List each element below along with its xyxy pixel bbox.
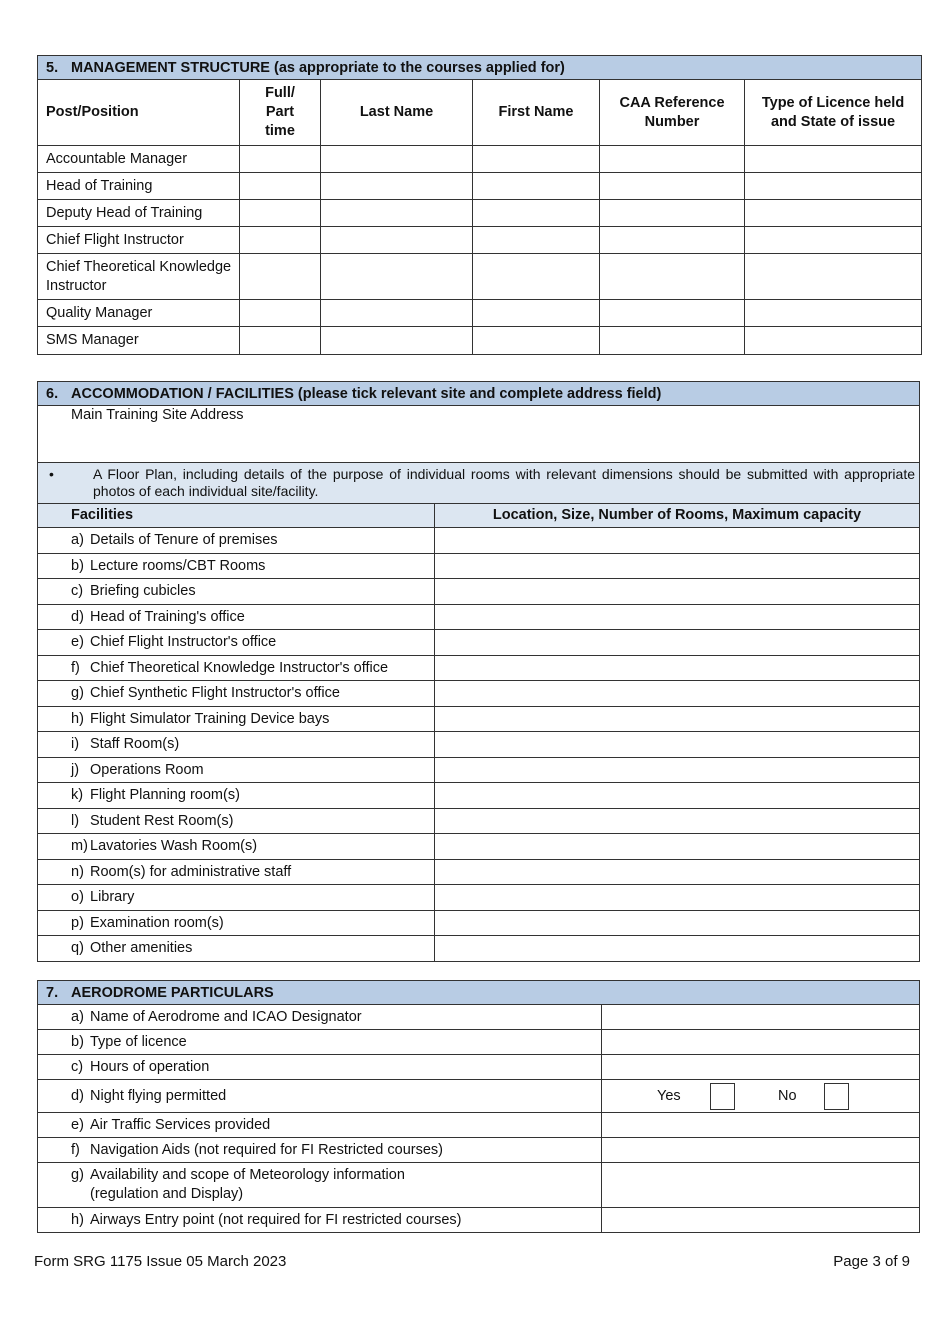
- facility-location-input[interactable]: [435, 528, 920, 554]
- item-text: Details of Tenure of premises: [90, 532, 278, 549]
- facility-label: [38, 910, 435, 936]
- item-text: Lavatories Wash Room(s): [90, 838, 258, 855]
- item-letter: o): [71, 889, 84, 906]
- aerodrome-label: [38, 1163, 602, 1208]
- post-position-label: Head of Training: [38, 173, 240, 200]
- aerodrome-label: [38, 1113, 602, 1138]
- facility-label: [38, 834, 435, 860]
- aerodrome-row: [38, 1005, 920, 1030]
- caa-reference-input[interactable]: [600, 327, 745, 355]
- no-checkbox[interactable]: [824, 1083, 849, 1110]
- post-position-label: Accountable Manager: [38, 146, 240, 173]
- item-text: Briefing cubicles: [90, 583, 196, 600]
- post-position-label: Quality Manager: [38, 300, 240, 327]
- facility-row: [38, 732, 920, 758]
- item-text: Navigation Aids (not required for FI Restricted courses): [90, 1141, 443, 1158]
- bullet-icon: •: [49, 466, 54, 482]
- licence-type-input[interactable]: [745, 200, 922, 227]
- col-licence-type: Type of Licence held and State of issue: [745, 80, 922, 146]
- table-row: [38, 254, 922, 300]
- aerodrome-row: [38, 1113, 920, 1138]
- col-full-part-time: Full/ Part time: [240, 80, 321, 146]
- aerodrome-label: [38, 1030, 602, 1055]
- item-text: Type of licence: [90, 1033, 187, 1050]
- item-text: Flight Planning room(s): [90, 787, 240, 804]
- section-title: ACCOMMODATION / FACILITIES (please tick relevant site and complete address field): [71, 385, 662, 402]
- facility-location-input[interactable]: [435, 630, 920, 656]
- item-letter: c): [71, 1058, 84, 1075]
- aerodrome-label: [38, 1005, 602, 1030]
- floor-plan-note: [38, 463, 920, 504]
- facility-label: [38, 706, 435, 732]
- item-text: Airways Entry point (not required for FI restricted courses): [90, 1211, 462, 1228]
- last-name-input[interactable]: [321, 227, 473, 254]
- table-row: [38, 327, 922, 355]
- full-part-time-input[interactable]: [240, 146, 321, 173]
- caa-reference-input[interactable]: [600, 200, 745, 227]
- section-number: 6.: [46, 385, 59, 402]
- item-letter: f): [71, 659, 80, 676]
- facility-label: [38, 885, 435, 911]
- caa-reference-input[interactable]: [600, 227, 745, 254]
- item-letter: b): [71, 557, 84, 574]
- item-text: Availability and scope of Meteorology information: [90, 1167, 405, 1183]
- item-letter: m): [71, 838, 88, 855]
- facility-label: [38, 553, 435, 579]
- item-text: Other amenities: [90, 940, 193, 957]
- item-text: Night flying permitted: [90, 1087, 227, 1104]
- licence-type-input[interactable]: [745, 327, 922, 355]
- section-title: AERODROME PARTICULARS: [71, 984, 274, 1001]
- facility-location-input[interactable]: [435, 783, 920, 809]
- licence-type-input[interactable]: [745, 173, 922, 200]
- facility-row: [38, 655, 920, 681]
- item-letter: h): [71, 1211, 84, 1228]
- col-caa-reference: CAA Reference Number: [600, 80, 745, 146]
- item-letter: b): [71, 1033, 84, 1050]
- item-letter: e): [71, 634, 84, 651]
- first-name-input[interactable]: [473, 227, 600, 254]
- facility-label: [38, 808, 435, 834]
- item-text: Chief Flight Instructor's office: [90, 634, 277, 651]
- caa-reference-input[interactable]: [600, 300, 745, 327]
- col-first-name: First Name: [473, 80, 600, 146]
- aerodrome-row: [38, 1080, 920, 1113]
- item-letter: e): [71, 1116, 84, 1133]
- caa-reference-input[interactable]: [600, 173, 745, 200]
- last-name-input[interactable]: [321, 146, 473, 173]
- item-text: Flight Simulator Training Device bays: [90, 710, 330, 727]
- facility-label: [38, 859, 435, 885]
- aerodrome-value-input[interactable]: [602, 1163, 920, 1208]
- yes-label: Yes: [657, 1087, 681, 1104]
- aerodrome-label: [38, 1080, 602, 1113]
- caa-reference-input[interactable]: [600, 146, 745, 173]
- item-text: Name of Aerodrome and ICAO Designator: [90, 1008, 362, 1025]
- last-name-input[interactable]: [321, 173, 473, 200]
- item-letter: h): [71, 710, 84, 727]
- first-name-input[interactable]: [473, 200, 600, 227]
- form-reference: Form SRG 1175 Issue 05 March 2023: [34, 1253, 287, 1270]
- facility-row: [38, 579, 920, 605]
- item-letter: g): [71, 685, 84, 702]
- aerodrome-value-input[interactable]: [602, 1138, 920, 1163]
- item-letter: f): [71, 1141, 80, 1158]
- section-number: 5.: [46, 59, 59, 76]
- first-name-input[interactable]: [473, 254, 600, 300]
- post-position-label: Chief Theoretical Knowledge Instructor: [38, 254, 240, 300]
- facility-location-input[interactable]: [435, 553, 920, 579]
- full-part-time-input[interactable]: [240, 227, 321, 254]
- section-6-header: [38, 382, 920, 406]
- facility-location-input[interactable]: [435, 706, 920, 732]
- facility-row: [38, 808, 920, 834]
- table-row: [38, 173, 922, 200]
- item-letter: a): [71, 1008, 84, 1025]
- col-facilities: Facilities: [38, 504, 435, 528]
- aerodrome-row: [38, 1138, 920, 1163]
- page-number: Page 3 of 9: [833, 1253, 910, 1270]
- aerodrome-value-input[interactable]: [602, 1055, 920, 1080]
- section-title: MANAGEMENT STRUCTURE (as appropriate to the courses applied for): [71, 59, 565, 76]
- full-part-time-input[interactable]: [240, 300, 321, 327]
- item-letter: l): [71, 812, 80, 829]
- post-position-label: Deputy Head of Training: [38, 200, 240, 227]
- facility-row: [38, 528, 920, 554]
- item-text: Library: [90, 889, 135, 906]
- item-text: Student Rest Room(s): [90, 812, 234, 829]
- item-letter: d): [71, 1087, 84, 1104]
- facility-location-input[interactable]: [435, 655, 920, 681]
- aerodrome-row: [38, 1163, 920, 1208]
- last-name-input[interactable]: [321, 200, 473, 227]
- first-name-input[interactable]: [473, 327, 600, 355]
- aerodrome-value-input[interactable]: [602, 1208, 920, 1233]
- facility-row: [38, 681, 920, 707]
- facility-row: [38, 885, 920, 911]
- facility-label: [38, 783, 435, 809]
- item-text: Examination room(s): [90, 914, 224, 931]
- full-part-time-input[interactable]: [240, 200, 321, 227]
- no-label: No: [778, 1087, 797, 1104]
- yes-checkbox[interactable]: [710, 1083, 735, 1110]
- item-text: Chief Synthetic Flight Instructor's office: [90, 685, 340, 702]
- main-training-site-address-field[interactable]: [38, 406, 920, 463]
- facility-row: [38, 783, 920, 809]
- item-text: Staff Room(s): [90, 736, 180, 753]
- facility-location-input[interactable]: [435, 681, 920, 707]
- section-5-header: [38, 56, 922, 80]
- facility-label: [38, 681, 435, 707]
- facility-row: [38, 630, 920, 656]
- first-name-input[interactable]: [473, 173, 600, 200]
- item-letter: d): [71, 608, 84, 625]
- facility-label: [38, 757, 435, 783]
- facility-row: [38, 757, 920, 783]
- table-row: [38, 300, 922, 327]
- full-part-time-input[interactable]: [240, 254, 321, 300]
- full-part-time-input[interactable]: [240, 173, 321, 200]
- col-last-name: Last Name: [321, 80, 473, 146]
- facility-location-input[interactable]: [435, 579, 920, 605]
- facility-label: [38, 630, 435, 656]
- item-letter: q): [71, 940, 84, 957]
- item-letter: k): [71, 787, 84, 804]
- last-name-input[interactable]: [321, 327, 473, 355]
- facility-location-input[interactable]: [435, 910, 920, 936]
- night-flying-options: [602, 1080, 920, 1113]
- address-label: Main Training Site Address: [71, 407, 244, 423]
- facility-location-input[interactable]: [435, 604, 920, 630]
- table-row: [38, 146, 922, 173]
- facility-row: [38, 553, 920, 579]
- facility-row: [38, 706, 920, 732]
- aerodrome-label: [38, 1138, 602, 1163]
- item-text: Chief Theoretical Knowledge Instructor's office: [90, 659, 389, 676]
- full-part-time-input[interactable]: [240, 327, 321, 355]
- facility-row: [38, 834, 920, 860]
- facility-label: [38, 936, 435, 962]
- item-letter: n): [71, 863, 84, 880]
- item-text: Room(s) for administrative staff: [90, 863, 292, 880]
- col-post-position: Post/Position: [38, 80, 240, 146]
- management-structure-table: [37, 55, 922, 355]
- facility-location-input[interactable]: [435, 732, 920, 758]
- aerodrome-row: [38, 1055, 920, 1080]
- item-letter: p): [71, 914, 84, 931]
- facility-row: [38, 936, 920, 962]
- table-row: [38, 200, 922, 227]
- facility-row: [38, 910, 920, 936]
- facility-label: [38, 528, 435, 554]
- item-letter: c): [71, 583, 84, 600]
- last-name-input[interactable]: [321, 300, 473, 327]
- aerodrome-particulars-table: [37, 980, 920, 1233]
- note-text: A Floor Plan, including details of the purpose of individual rooms with relevant dimensions should be submitted with appropriate photos of each individual site/facility.: [93, 466, 915, 499]
- facility-label: [38, 604, 435, 630]
- caa-reference-input[interactable]: [600, 254, 745, 300]
- facility-location-input[interactable]: [435, 936, 920, 962]
- facility-label: [38, 732, 435, 758]
- post-position-label: Chief Flight Instructor: [38, 227, 240, 254]
- facility-location-input[interactable]: [435, 834, 920, 860]
- item-letter: i): [71, 736, 80, 753]
- facility-row: [38, 604, 920, 630]
- item-letter: j): [71, 761, 80, 778]
- aerodrome-label: [38, 1055, 602, 1080]
- facility-row: [38, 859, 920, 885]
- aerodrome-row: [38, 1030, 920, 1055]
- licence-type-input[interactable]: [745, 227, 922, 254]
- facility-label: [38, 579, 435, 605]
- licence-type-input[interactable]: [745, 254, 922, 300]
- facility-location-input[interactable]: [435, 808, 920, 834]
- item-letter: a): [71, 532, 84, 549]
- aerodrome-label: [38, 1208, 602, 1233]
- aerodrome-value-input[interactable]: [602, 1113, 920, 1138]
- post-position-label: SMS Manager: [38, 327, 240, 355]
- item-text: Head of Training's office: [90, 608, 245, 625]
- item-text: Operations Room: [90, 761, 204, 778]
- accommodation-facilities-table: [37, 381, 920, 962]
- facility-label: [38, 655, 435, 681]
- col-location-size: Location, Size, Number of Rooms, Maximum capacity: [435, 504, 920, 528]
- item-text: Lecture rooms/CBT Rooms: [90, 557, 266, 574]
- item-text: Air Traffic Services provided: [90, 1116, 271, 1133]
- aerodrome-value-input[interactable]: [602, 1030, 920, 1055]
- facility-location-input[interactable]: [435, 885, 920, 911]
- facility-location-input[interactable]: [435, 757, 920, 783]
- first-name-input[interactable]: [473, 146, 600, 173]
- facility-location-input[interactable]: [435, 859, 920, 885]
- last-name-input[interactable]: [321, 254, 473, 300]
- section-number: 7.: [46, 984, 59, 1001]
- licence-type-input[interactable]: [745, 146, 922, 173]
- table-row: [38, 227, 922, 254]
- aerodrome-row: [38, 1208, 920, 1233]
- item-text-continued: (regulation and Display): [90, 1186, 244, 1202]
- item-letter: g): [71, 1167, 84, 1183]
- licence-type-input[interactable]: [745, 300, 922, 327]
- first-name-input[interactable]: [473, 300, 600, 327]
- item-text: Hours of operation: [90, 1058, 210, 1075]
- section-7-header: [38, 981, 920, 1005]
- aerodrome-value-input[interactable]: [602, 1005, 920, 1030]
